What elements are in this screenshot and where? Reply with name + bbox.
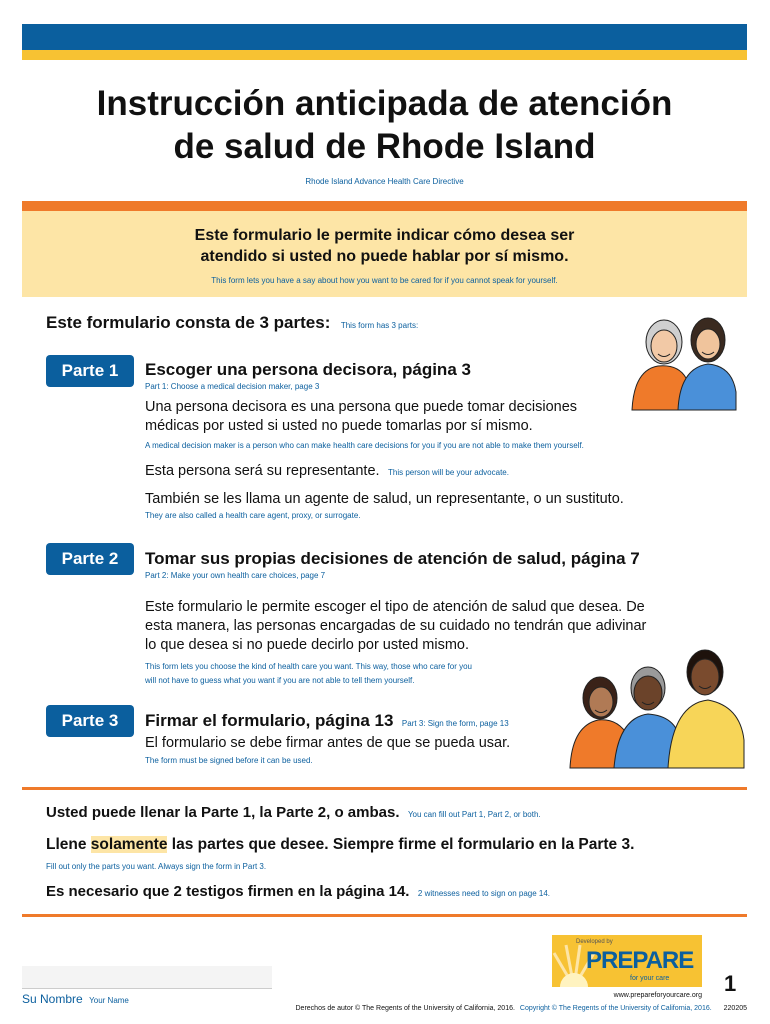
- parts-heading-es: Este formulario consta de 3 partes:: [46, 313, 331, 332]
- part-1-paragraph-3-en: They are also called a health care agent, proxy, or surrogate.: [145, 511, 361, 520]
- part-2-en-line-2: will not have to guess what you want if you are not able to tell them yourself.: [145, 676, 415, 685]
- part-2-badge: Parte 2: [46, 543, 134, 575]
- prepare-logo: [552, 935, 702, 987]
- family-illustration: [568, 640, 746, 770]
- two-women-illustration: [628, 312, 740, 412]
- page-title: [22, 82, 747, 168]
- page-subtitle: Rhode Island Advance Health Care Directive: [305, 177, 464, 186]
- name-input[interactable]: [22, 966, 272, 989]
- title-line-1: Instrucción anticipada de atención: [96, 84, 673, 123]
- part-1-paragraph-1: [145, 398, 665, 436]
- intro-line-2: atendido si usted no puede hablar por sí mismo.: [200, 248, 569, 265]
- part-1-p2-en: This person will be your advocate.: [388, 468, 509, 477]
- part-1-p2-es: Esta persona será su representante.: [145, 463, 380, 479]
- part-3-badge: Parte 3: [46, 705, 134, 737]
- intro-spanish: [22, 225, 747, 267]
- logo-tagline: for your care: [630, 975, 670, 982]
- part-3-paragraph-en: The form must be signed before it can be used.: [145, 756, 313, 765]
- parts-heading-en: This form has 3 parts:: [340, 321, 419, 330]
- note-2-highlight: solamente: [90, 836, 168, 853]
- part-1-paragraph-1-en: A medical decision maker is a person who can make health care decisions for you if you are not able to make them yourself.: [145, 441, 584, 450]
- logo-name: PREPARE: [586, 947, 694, 974]
- part-3-title: Firmar el formulario, página 13: [145, 711, 394, 730]
- top-yellow-bar: [22, 50, 747, 60]
- part-2-paragraph-en: [145, 660, 472, 688]
- intro-line-1: Este formulario le permite indicar cómo desea ser: [194, 227, 575, 244]
- note-2-es-end: las partes que desee. Siempre firme el formulario en la Parte 3.: [167, 836, 635, 853]
- part-1-p1-line-2: médicas por usted si usted no puede tomarlas por sí mismo.: [145, 418, 533, 434]
- part-3-paragraph: El formulario se debe firmar antes de que se pueda usar.: [145, 735, 511, 751]
- top-blue-bar: [22, 24, 747, 50]
- notes-top-separator: [22, 787, 747, 790]
- title-line-2: de salud de Rhode Island: [173, 127, 596, 166]
- document-code: 220205: [723, 1005, 747, 1012]
- part-1-title-en: Part 1: Choose a medical decision maker, page 3: [145, 382, 320, 391]
- page-number: 1: [724, 971, 737, 996]
- part-3-title-en: Part 3: Sign the form, page 13: [401, 719, 509, 728]
- note-2-es-start: Llene: [46, 836, 91, 853]
- note-3: [46, 883, 550, 901]
- part-2-title-en: Part 2: Make your own health care choices, page 7: [145, 571, 326, 580]
- name-label-en: Your Name: [89, 996, 129, 1005]
- copyright-en: Copyright © The Regents of the University of California, 2016.: [519, 1005, 712, 1012]
- logo-developed-by: Developed by: [576, 939, 613, 945]
- note-3-es: Es necesario que 2 testigos firmen en la página 14.: [46, 883, 410, 900]
- notes-bottom-separator: [22, 914, 747, 917]
- part-1-p1-line-1: Una persona decisora es una persona que puede tomar decisiones: [145, 399, 578, 415]
- part-1-badge: Parte 1: [46, 355, 134, 387]
- note-1-es: Usted puede llenar la Parte 1, la Parte 2, o ambas.: [46, 804, 400, 821]
- part-2-line-2: esta manera, las personas encargadas de su cuidado no tendrán que adivinar: [145, 618, 647, 634]
- note-3-en: 2 witnesses need to sign on page 14.: [417, 889, 551, 898]
- footer-copyright: [22, 1005, 747, 1012]
- intro-english: This form lets you have a say about how you want to be cared for if you cannot speak for yourself.: [211, 276, 558, 285]
- note-1: [46, 804, 541, 822]
- part-1-paragraph-2: [145, 462, 509, 481]
- part-1-paragraph-3: También se les llama un agente de salud, un representante, o un sustituto.: [145, 491, 624, 507]
- copyright-es: Derechos de autor © The Regents of the University of California, 2016.: [295, 1005, 515, 1012]
- part-2-en-line-1: This form lets you choose the kind of health care you want. This way, those who care for you: [145, 662, 472, 671]
- website-url: www.prepareforyourcare.org: [613, 992, 702, 999]
- parts-heading: [46, 313, 418, 333]
- part-2-line-1: Este formulario le permite escoger el tipo de atención de salud que desea. De: [145, 599, 645, 615]
- part-1-title: Escoger una persona decisora, página 3: [145, 360, 471, 379]
- note-2: [46, 836, 634, 854]
- note-1-en: You can fill out Part 1, Part 2, or both.: [407, 810, 541, 819]
- part-2-title: Tomar sus propias decisiones de atención de salud, página 7: [145, 549, 640, 568]
- part-2-line-3: lo que desea si no puede decirlo por usted mismo.: [145, 637, 470, 653]
- name-label-es: Su Nombre: [22, 992, 83, 1006]
- note-2-en: Fill out only the parts you want. Always sign the form in Part 3.: [46, 862, 267, 871]
- part-3-title-row: [145, 711, 509, 731]
- intro-orange-bar: [22, 201, 747, 211]
